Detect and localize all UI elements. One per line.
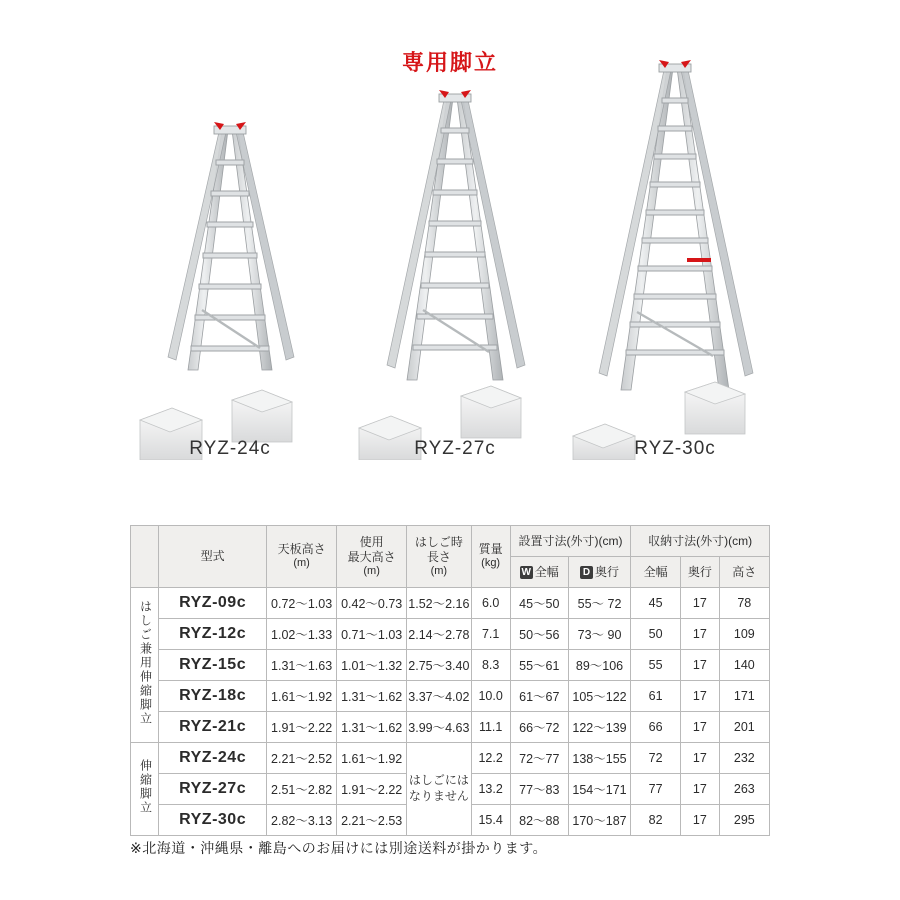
header-install-width	[510, 557, 568, 588]
cell-use-max: 1.31〜1.62	[337, 681, 407, 712]
cell-stored-width: 72	[631, 743, 681, 774]
table-row	[131, 588, 770, 619]
cell-install-depth: 122〜139	[568, 712, 630, 743]
header-install-dimensions: 設置寸法(外寸)(cm)	[510, 526, 630, 557]
cell-top-height: 2.82〜3.13	[267, 805, 337, 836]
ladder-note-line1: はしごには	[408, 773, 469, 788]
cell-stored-depth: 17	[681, 619, 720, 650]
header-model: 型式	[159, 526, 267, 588]
header-ladder-length	[407, 526, 471, 588]
header-install-depth	[568, 557, 630, 588]
cell-ladder-length: 2.75〜3.40	[407, 650, 471, 681]
cell-install-depth: 138〜155	[568, 743, 630, 774]
cell-model: RYZ-21c	[159, 712, 267, 743]
cell-mass: 6.0	[471, 588, 510, 619]
cell-mass: 10.0	[471, 681, 510, 712]
header-ladder-length-unit: (m)	[430, 564, 448, 577]
cell-top-height: 2.51〜2.82	[267, 774, 337, 805]
header-install-depth-label: 奥行	[595, 564, 620, 579]
w-badge-icon: W	[521, 566, 531, 578]
header-top-height-unit: (m)	[293, 557, 310, 570]
header-top-height	[267, 526, 337, 588]
ladder-figure-1	[110, 60, 350, 460]
cell-install-depth: 55〜 72	[568, 588, 630, 619]
cell-stored-height: 295	[719, 805, 769, 836]
ladder-figure-3	[555, 60, 795, 460]
cell-use-max: 0.42〜0.73	[337, 588, 407, 619]
header-use-max-line2: 最大高さ	[347, 549, 396, 564]
cell-stored-depth: 17	[681, 743, 720, 774]
side-label-group2: 伸縮脚立	[131, 743, 159, 836]
cell-mass: 12.2	[471, 743, 510, 774]
header-use-max-line1: 使用	[359, 534, 384, 549]
cell-stored-depth: 17	[681, 805, 720, 836]
side-label-group1: はしご兼用伸縮脚立	[131, 588, 159, 743]
cell-install-width: 66〜72	[510, 712, 568, 743]
cell-top-height: 0.72〜1.03	[267, 588, 337, 619]
cell-top-height: 1.31〜1.63	[267, 650, 337, 681]
table-row	[131, 650, 770, 681]
cell-install-depth: 89〜106	[568, 650, 630, 681]
cell-mass: 11.1	[471, 712, 510, 743]
cell-stored-depth: 17	[681, 588, 720, 619]
cell-install-depth: 73〜 90	[568, 619, 630, 650]
cell-ladder-length: 2.14〜2.78	[407, 619, 471, 650]
header-install-width-label: 全幅	[534, 564, 559, 579]
cell-stored-width: 77	[631, 774, 681, 805]
cell-model: RYZ-09c	[159, 588, 267, 619]
cell-install-depth: 170〜187	[568, 805, 630, 836]
cell-use-max: 1.31〜1.62	[337, 712, 407, 743]
header-stored-height: 高さ	[719, 557, 769, 588]
cell-use-max: 1.01〜1.32	[337, 650, 407, 681]
cell-stored-depth: 17	[681, 712, 720, 743]
cell-install-depth: 154〜171	[568, 774, 630, 805]
cell-model: RYZ-18c	[159, 681, 267, 712]
cell-ladder-length: 3.99〜4.63	[407, 712, 471, 743]
cell-stored-height: 109	[719, 619, 769, 650]
page-title: 専用脚立	[401, 50, 498, 75]
cell-top-height: 2.21〜2.52	[267, 743, 337, 774]
cell-install-width: 45〜50	[510, 588, 568, 619]
ladder-illustration-icon	[335, 60, 575, 460]
cell-top-height: 1.61〜1.92	[267, 681, 337, 712]
cell-ladder-not-available-note	[407, 743, 471, 836]
cell-stored-width: 45	[631, 588, 681, 619]
shipping-footnote: ※北海道・沖縄県・離島へのお届けには別途送料が掛かります。	[130, 840, 548, 856]
figure-label-2: RYZ-27c	[414, 438, 496, 459]
header-top-height-label: 天板高さ	[277, 542, 326, 557]
cell-use-max: 1.61〜1.92	[337, 743, 407, 774]
table-row	[131, 743, 770, 774]
cell-stored-depth: 17	[681, 681, 720, 712]
header-ladder-length-line2: 長さ	[426, 549, 451, 564]
cell-install-width: 61〜67	[510, 681, 568, 712]
header-mass-label: 質量	[478, 542, 503, 557]
cell-stored-height: 263	[719, 774, 769, 805]
header-mass-unit: (kg)	[481, 557, 501, 570]
ladder-figure-2	[335, 60, 575, 460]
cell-model: RYZ-12c	[159, 619, 267, 650]
cell-model: RYZ-24c	[159, 743, 267, 774]
cell-mass: 8.3	[471, 650, 510, 681]
cell-stored-height: 171	[719, 681, 769, 712]
header-use-max-height	[337, 526, 407, 588]
cell-mass: 13.2	[471, 774, 510, 805]
cell-top-height: 1.91〜2.22	[267, 712, 337, 743]
cell-install-width: 72〜77	[510, 743, 568, 774]
cell-install-width: 50〜56	[510, 619, 568, 650]
header-ladder-length-line1: はしご時	[414, 534, 463, 549]
cell-stored-height: 140	[719, 650, 769, 681]
cell-install-width: 55〜61	[510, 650, 568, 681]
ladder-illustration-icon	[110, 60, 350, 460]
ladder-illustration-icon	[555, 60, 795, 460]
cell-top-height: 1.02〜1.33	[267, 619, 337, 650]
cell-mass: 15.4	[471, 805, 510, 836]
illustration-area	[0, 60, 900, 460]
cell-mass: 7.1	[471, 619, 510, 650]
header-corner-blank	[131, 526, 159, 588]
table-header-row-1	[131, 526, 770, 557]
cell-model: RYZ-15c	[159, 650, 267, 681]
cell-use-max: 0.71〜1.03	[337, 619, 407, 650]
cell-stored-width: 61	[631, 681, 681, 712]
table-row	[131, 681, 770, 712]
cell-model: RYZ-27c	[159, 774, 267, 805]
ladder-note-line2: なりません	[408, 789, 469, 803]
cell-ladder-length: 1.52〜2.16	[407, 588, 471, 619]
cell-stored-height: 78	[719, 588, 769, 619]
cell-install-depth: 105〜122	[568, 681, 630, 712]
cell-use-max: 2.21〜2.53	[337, 805, 407, 836]
cell-stored-height: 201	[719, 712, 769, 743]
cell-install-width: 82〜88	[510, 805, 568, 836]
table-row	[131, 619, 770, 650]
header-use-max-unit: (m)	[363, 564, 380, 577]
d-badge-icon: D	[580, 566, 593, 579]
cell-stored-depth: 17	[681, 650, 720, 681]
figure-label-1: RYZ-24c	[189, 438, 271, 459]
cell-model: RYZ-30c	[159, 805, 267, 836]
spec-table	[130, 525, 770, 836]
header-stored-width: 全幅	[631, 557, 681, 588]
cell-ladder-length: 3.37〜4.02	[407, 681, 471, 712]
table-row	[131, 712, 770, 743]
cell-stored-height: 232	[719, 743, 769, 774]
cell-use-max: 1.91〜2.22	[337, 774, 407, 805]
cell-stored-depth: 17	[681, 774, 720, 805]
header-stored-depth: 奥行	[681, 557, 720, 588]
cell-install-width: 77〜83	[510, 774, 568, 805]
spec-table-wrapper	[130, 525, 770, 836]
header-stored-dimensions: 収納寸法(外寸)(cm)	[631, 526, 770, 557]
cell-stored-width: 50	[631, 619, 681, 650]
figure-label-3: RYZ-30c	[634, 438, 716, 459]
cell-stored-width: 66	[631, 712, 681, 743]
cell-stored-width: 55	[631, 650, 681, 681]
cell-stored-width: 82	[631, 805, 681, 836]
header-mass	[471, 526, 510, 588]
